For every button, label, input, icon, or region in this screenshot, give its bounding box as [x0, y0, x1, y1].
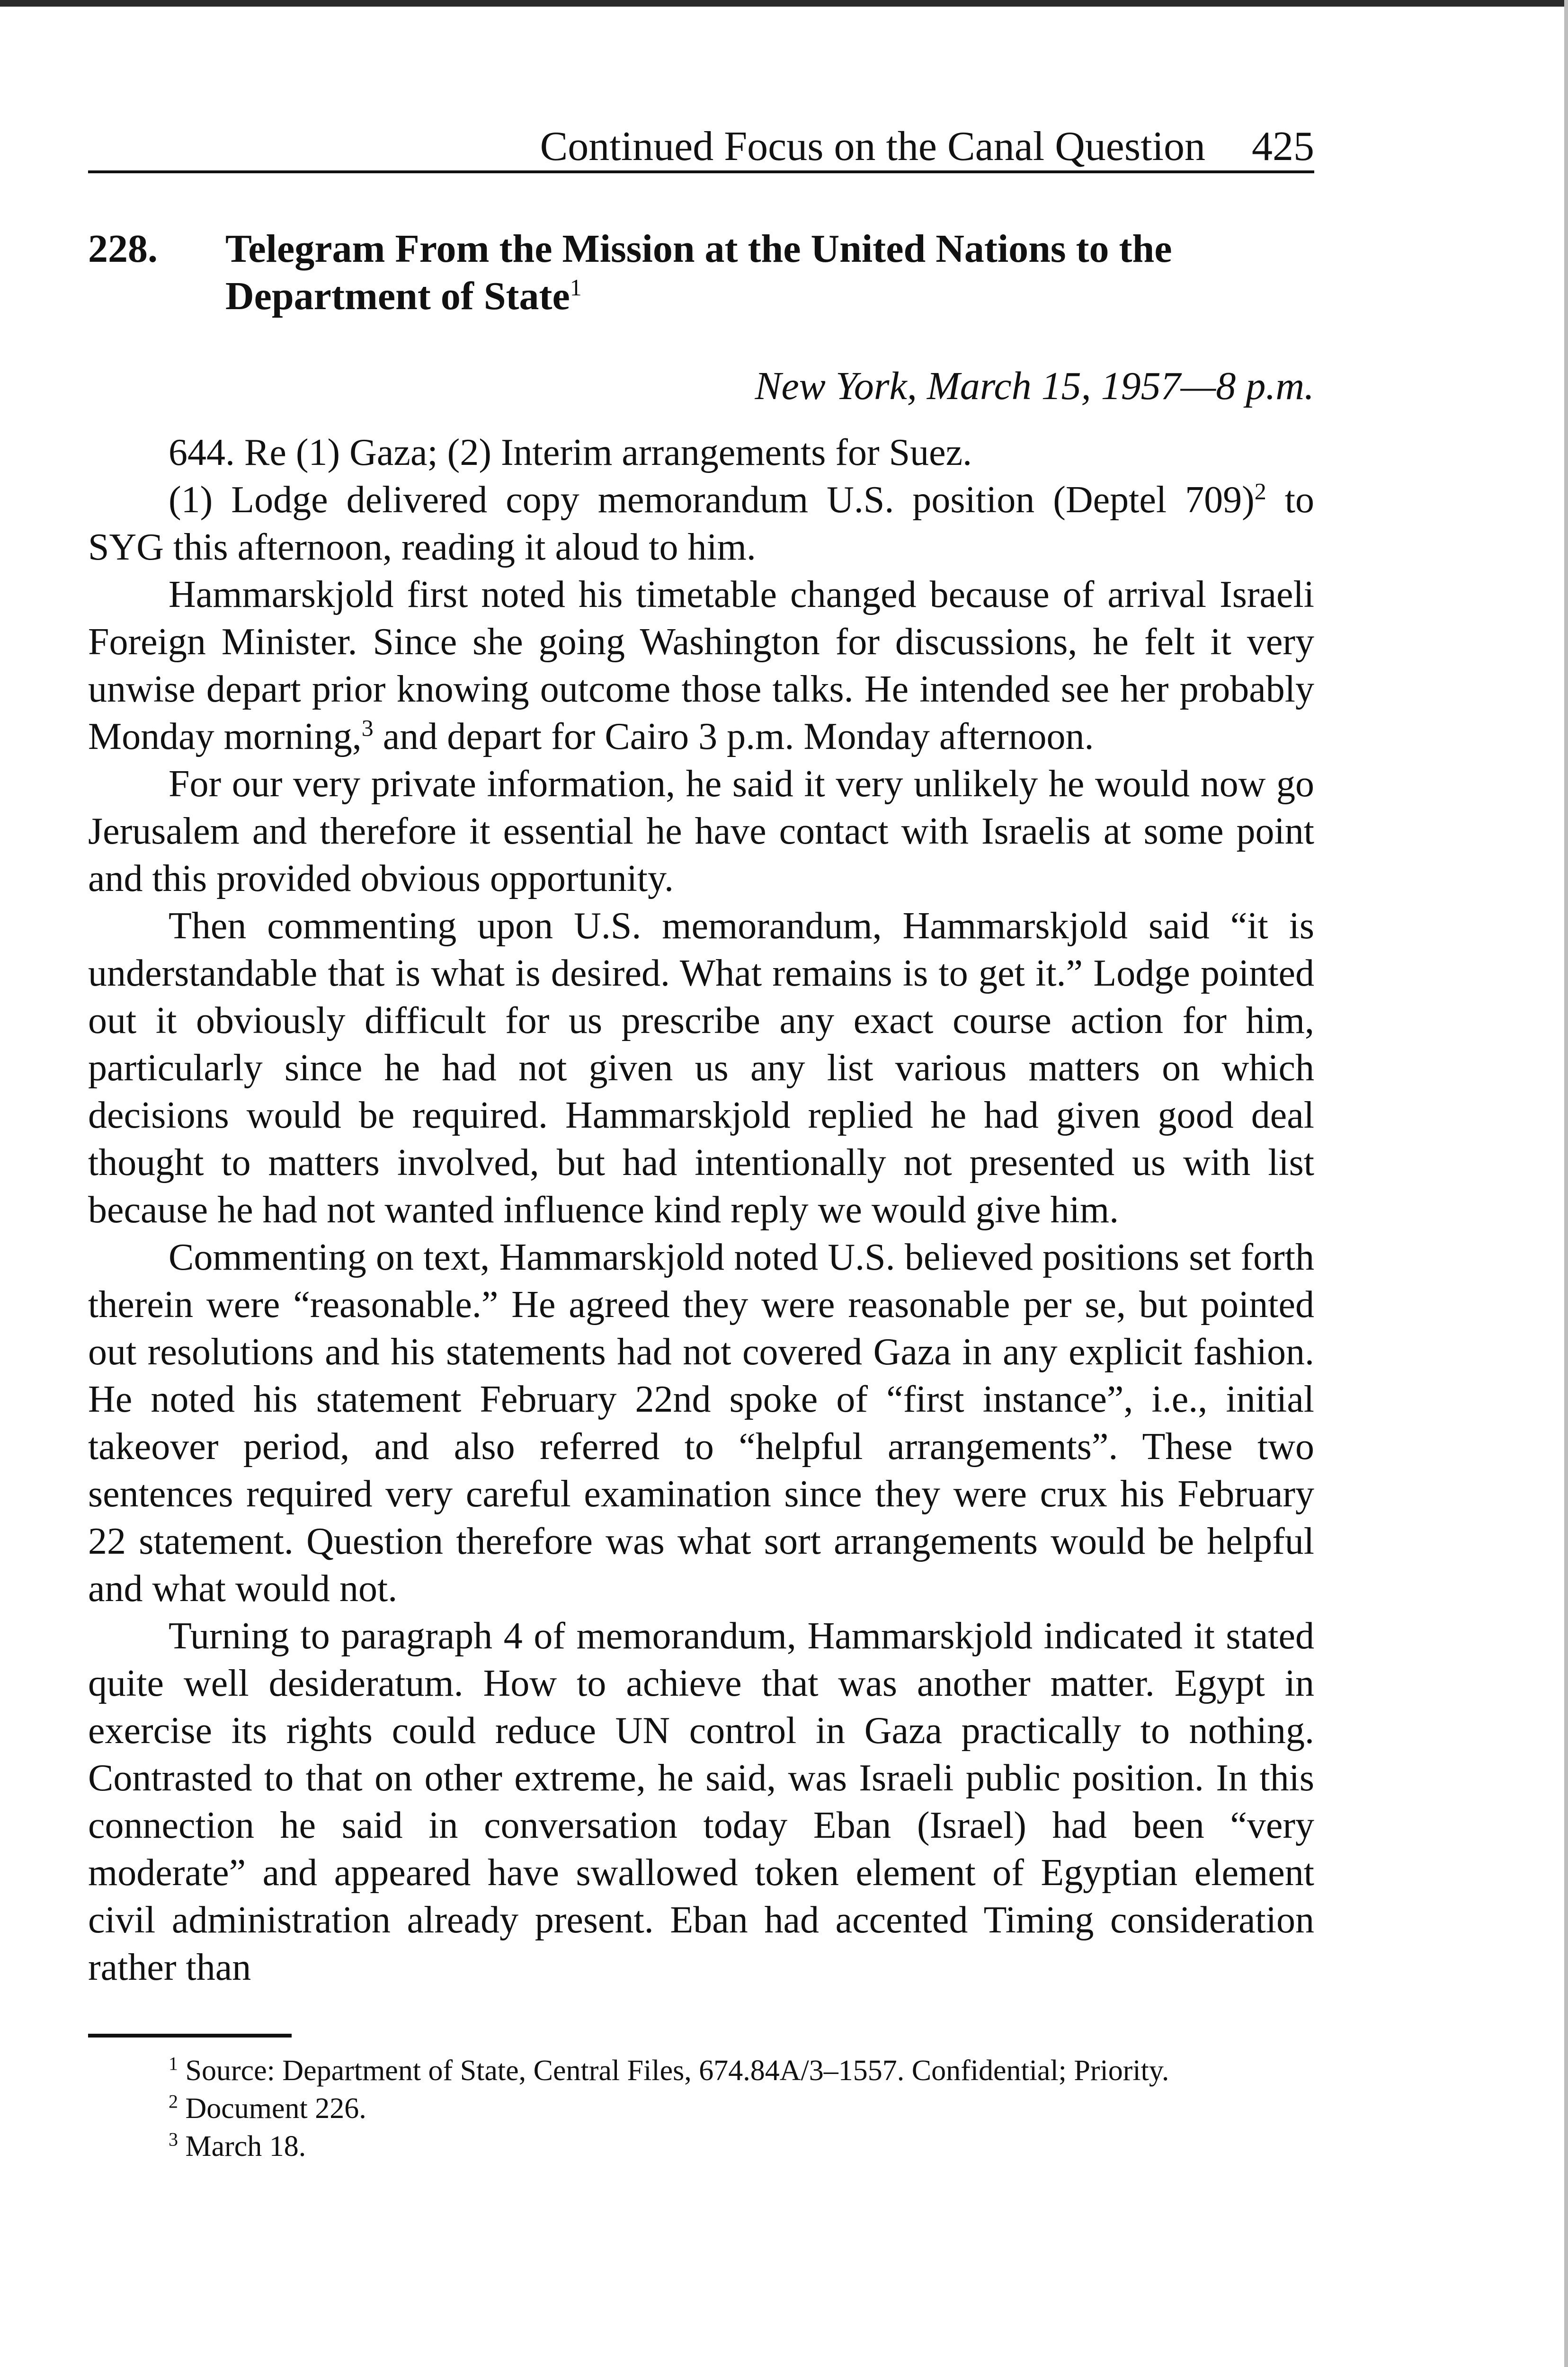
footnote-1	[88, 2052, 1314, 2090]
footnote-3	[88, 2127, 1314, 2165]
paragraph-text-comment: Commenting on text, Hammarskjold noted U.S. believed positions set forth therein were “reasonable.” He agreed they were reasonable per se, but pointed out resolutions and his statements had not covered Gaza in any explicit fashion. He noted his statement February 22nd spoke of “first instance”, i.e., initial takeover period, and also referred to “helpful arrangements”. These two sentences required very careful examination since they were crux his February 22 statement. Question therefore was what sort arrangements would be helpful and what would not.	[88, 1237, 1314, 1610]
document-title-block	[225, 225, 1314, 320]
paragraph-reference: 644. Re (1) Gaza; (2) Interim arrangements for Suez.	[169, 432, 972, 473]
top-scan-border	[0, 0, 1568, 7]
footnote-text: Source: Department of State, Central Files, 674.84A/3–1557. Confidential; Priority.	[185, 2055, 1169, 2087]
paragraph-memorandum-comment: Then commenting upon U.S. memorandum, Hammarskjold said “it is understandable that is what is desired. What remains is to get it.” Lodge pointed out it obviously difficult for us prescribe any exact course action for him, particularly since he had not given us any list various matters on which decisions would be required. Hammarskjold replied he had given good deal thought to matters involved, but had intentionally not presented us with list because he had not wanted influence kind reply we would give him.	[88, 905, 1314, 1231]
footnote-marker: 3	[169, 2128, 178, 2150]
telegram-body	[88, 429, 1314, 1991]
dateline: New York, March 15, 1957—8 p.m.	[755, 364, 1314, 408]
paragraph-private-information: For our very private information, he said it very unlikely he would now go Jerusalem and therefore it essential he have contact with Israelis at some point and this provided obvious opportunity.	[88, 763, 1314, 899]
footnote-2	[88, 2090, 1314, 2127]
footnote-ref-1: 1	[570, 274, 582, 301]
paragraph-lodge-delivered: (1) Lodge delivered copy memorandum U.S. position (Deptel 709)$^2$ to SYG this afternoon, reading it aloud to him.	[88, 478, 1314, 568]
running-head-title: Continued Focus on the Canal Question	[540, 124, 1205, 169]
document-number: 228.	[88, 227, 158, 271]
footnote-text: March 18.	[185, 2130, 306, 2162]
footnote-text: Document 226.	[185, 2092, 366, 2125]
page-number: 425	[1252, 124, 1314, 169]
footnote-separator	[88, 2034, 292, 2038]
running-head	[88, 114, 1314, 173]
footnote-ref-2: 2	[1254, 478, 1266, 505]
footnote-ref-3: 3	[361, 714, 374, 741]
page-edge-shadow	[1564, 0, 1568, 2367]
document-title: Telegram From the Mission at the United Nations to the Department of State	[225, 227, 1172, 318]
footnotes	[88, 2052, 1314, 2165]
footnote-marker: 1	[169, 2053, 178, 2074]
document-heading	[88, 225, 1314, 320]
footnote-marker: 2	[169, 2091, 178, 2112]
paragraph-paragraph-four: Turning to paragraph 4 of memorandum, Hammarskjold indicated it stated quite well desideratum. How to achieve that was another matter. Egypt in exercise its rights could reduce UN control in Gaza practically to nothing. Contrasted to that on other extreme, he said, was Israeli public position. In this connection he said in conversation today Eban (Israel) had been “very moderate” and appeared have swallowed token element of Egyptian element civil administration already present. Eban had accented Timing consideration rather than	[88, 1615, 1314, 1988]
paragraph-timetable: Hammarskjold first noted his timetable changed because of arrival Israeli Foreign Minister. Since she going Washington for discussions, he felt it very unwise depart prior knowing outcome those talks. He intended see her probably Monday morning,$^3$ and depart for Cairo 3 p.m. Monday afternoon.	[88, 574, 1314, 757]
document-page	[88, 114, 1314, 2165]
